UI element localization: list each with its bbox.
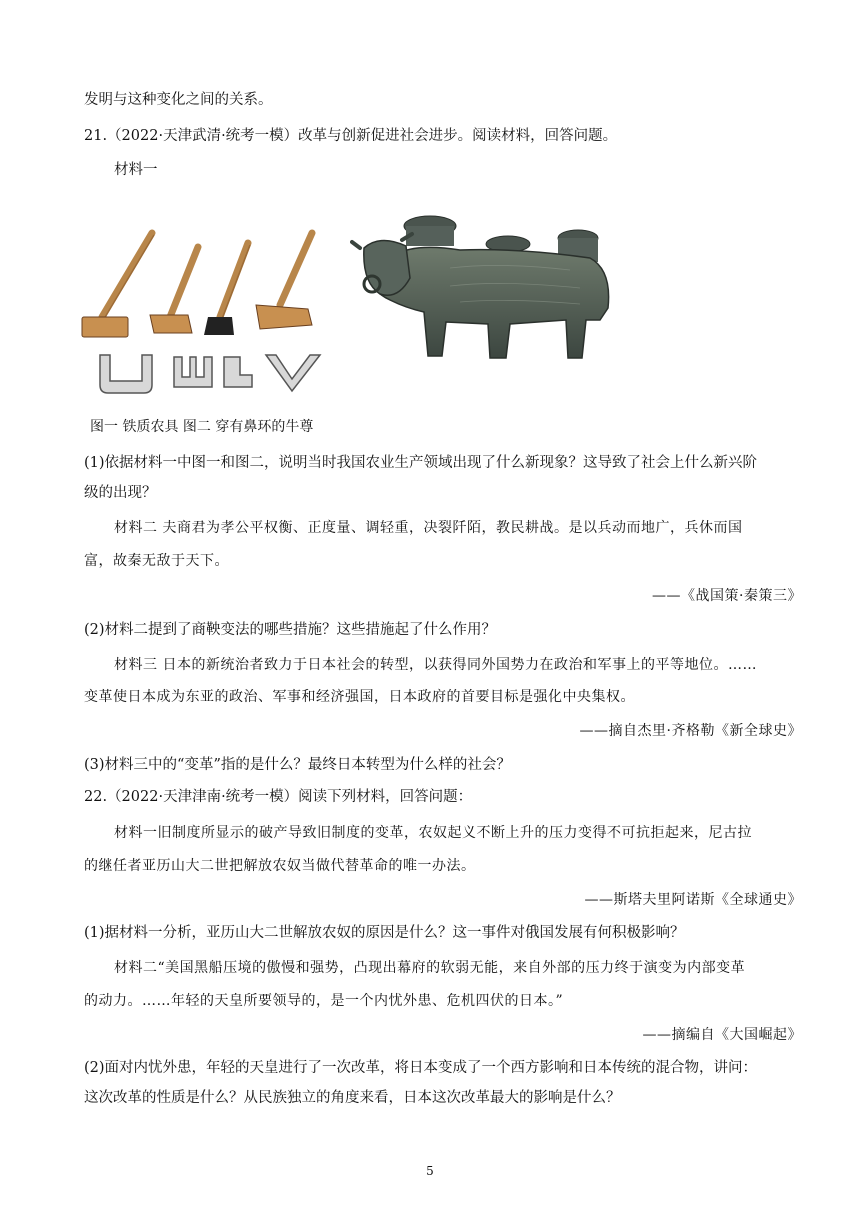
q22-material1-line2: 的继任者亚历山大二世把解放农奴当做代替革命的唯一办法。 <box>84 858 476 874</box>
q22-sub2-line1: (2)面对内忧外患，年轻的天皇进行了一次改革，将日本变成了一个西方影响和日本传统的混合物，讲问： <box>84 1060 758 1076</box>
q21-sub1-line2: 级的出现？ <box>84 485 157 501</box>
q22-material2-line2: 的动力。……年轻的天皇所要领导的，是一个内忧外患、危机四伏的日本。” <box>84 993 564 1009</box>
bronze-ox-zun-image <box>350 208 620 368</box>
q21-sub3: (3)材料三中的“变革”指的是什么？最终日本转型为什么样的社会？ <box>84 757 511 773</box>
q22-material1-line1: 材料一旧制度所显示的破产导致旧制度的变革，农奴起义不断上升的压力变得不可抗拒起来，尼古拉 <box>114 825 752 841</box>
q22-sub1: (1)据材料一分析，亚历山大二世解放农奴的原因是什么？这一事件对俄国发展有何积极影响？ <box>84 925 685 941</box>
q22-sub2-line2: 这次改革的性质是什么？从民族独立的角度来看，日本这次改革最大的影响是什么？ <box>84 1090 621 1106</box>
q21-material1-label: 材料一 <box>114 162 158 178</box>
q21-material3-source: ——摘自杰里·齐格勒《新全球史》 <box>579 723 802 739</box>
q21-header: 21.（2022·天津武清·统考一模）改革与创新促进社会进步。阅读材料，回答问题。 <box>84 128 618 144</box>
q21-material2-line1: 材料二 夫商君为孝公平权衡、正度量、调轻重，决裂阡陌，教民耕战。是以兵动而地广，兵休而国 <box>114 520 743 536</box>
q21-sub2: (2)材料二提到了商鞅变法的哪些措施？这些措施起了什么作用？ <box>84 622 497 638</box>
q22-material2-source: ——摘编自《大国崛起》 <box>642 1027 802 1043</box>
q22-material1-source: ——斯塔夫里阿诺斯《全球通史》 <box>584 892 802 908</box>
q21-material2-source: ——《战国策·秦策三》 <box>652 588 802 604</box>
iron-farm-tools-image <box>80 225 330 405</box>
intro-line: 发明与这种变化之间的关系。 <box>84 92 273 108</box>
q21-material3-line1: 材料三 日本的新统治者致力于日本社会的转型，以获得同外国势力在政治和军事上的平等地位。…… <box>114 657 757 673</box>
q22-material2-line1: 材料二“美国黑船压境的傲慢和强势，凸现出幕府的软弱无能，来自外部的压力终于演变为内部变革 <box>114 960 746 976</box>
q21-material3-line2: 变革使日本成为东亚的政治、军事和经济强国，日本政府的首要目标是强化中央集权。 <box>84 689 635 705</box>
page-number: 5 <box>426 1164 434 1178</box>
q21-sub1-line1: (1)依据材料一中图一和图二，说明当时我国农业生产领域出现了什么新现象？这导致了社会上什么新兴阶 <box>84 455 758 471</box>
figure-caption: 图一 铁质农具 图二 穿有鼻环的牛尊 <box>90 419 314 435</box>
q21-material2-line2: 富，故秦无敌于天下。 <box>84 553 229 569</box>
q22-header: 22.（2022·天津津南·统考一模）阅读下列材料，回答问题： <box>84 789 473 805</box>
